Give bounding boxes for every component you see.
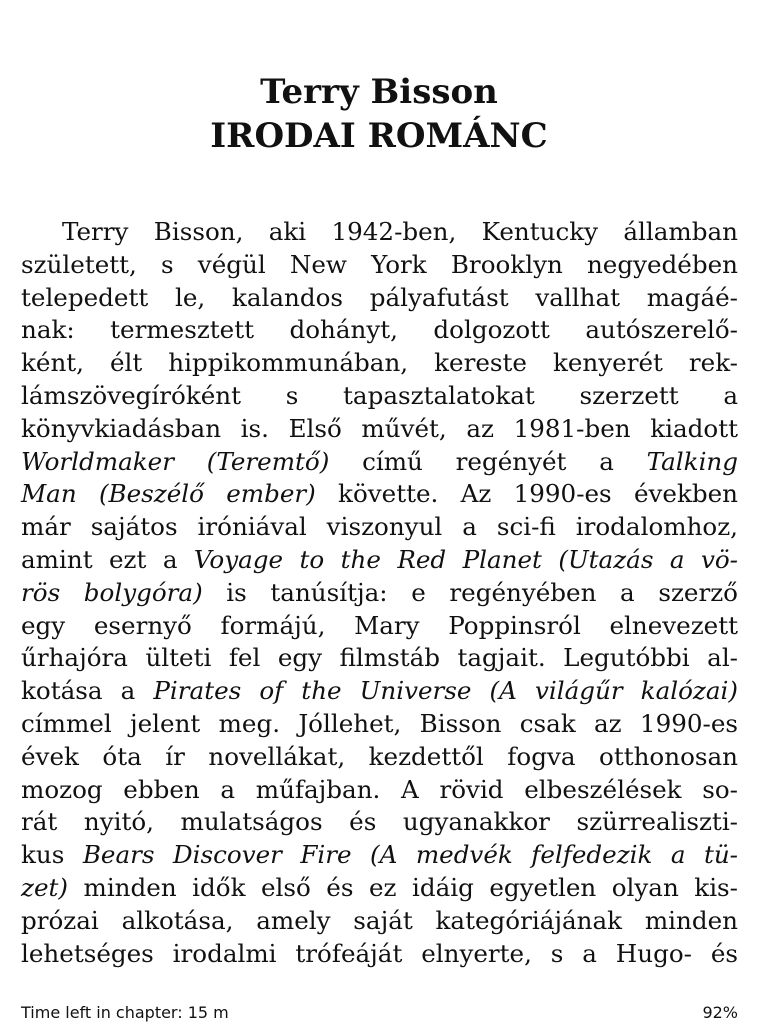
text-run: évek óta ír novellákat, kezdettől fogva otthonosan [21, 741, 738, 771]
text-run: lámszövegíróként s tapasztalatokat szerzett a [21, 380, 738, 410]
text-run: telepedett le, kalandos pályafutást vallhat magáé- [21, 282, 738, 312]
text-line [21, 708, 738, 741]
italic-title-text: rös bolygóra) [21, 577, 203, 607]
text-run: született, s végül New York Brooklyn negyedében [21, 249, 738, 279]
chapter-heading [0, 70, 758, 158]
text-line [21, 478, 738, 511]
text-line [21, 642, 738, 675]
text-line [21, 511, 738, 544]
text-run: amint ezt a [21, 544, 194, 574]
italic-title-text: Pirates of the Universe (A világűr kalózai) [153, 676, 738, 706]
text-run: nak: termesztett dohányt, dolgozott autószerelő- [21, 315, 738, 345]
text-line [21, 774, 738, 807]
author-name: Terry Bisson [260, 72, 498, 112]
text-run: is tanúsítja: e regényében a szerző [202, 577, 738, 607]
italic-title-text: Voyage to the Red Planet (Utazás a vö- [193, 544, 738, 574]
text-run: követte. Az 1990-es években [315, 479, 738, 509]
text-run: ként, élt hippikommunában, kereste kenyerét rek- [21, 348, 738, 378]
text-run: lehetséges irodalmi trófeáját elnyerte, s a Hugo- és [21, 938, 738, 968]
text-run: egy esernyő formájú, Mary Poppinsról elnevezett [21, 610, 738, 640]
text-line [21, 314, 738, 347]
reading-progress: 92% [702, 1003, 738, 1022]
text-line [21, 446, 738, 479]
time-left-in-chapter: Time left in chapter: 15 m [21, 1003, 229, 1022]
text-run: rát nyitó, mulatságos és ugyanakkor szürrealiszti- [21, 807, 738, 837]
text-line [21, 347, 738, 380]
text-line [21, 839, 738, 872]
text-run: könyvkiadásban is. Első művét, az 1981-ben kiadott [21, 413, 738, 443]
italic-title-text: zet) [21, 872, 68, 902]
italic-title-text: Talking [646, 446, 739, 476]
text-line [21, 577, 738, 610]
text-line [21, 675, 738, 708]
text-line [21, 905, 738, 938]
text-run: Terry Bisson, aki 1942-ben, Kentucky államban [62, 217, 738, 246]
reader-footer [21, 1002, 738, 1024]
text-line [21, 938, 738, 971]
text-run: címmel jelent meg. Jóllehet, Bisson csak az 1990-es [21, 708, 738, 738]
text-run: kotása a [21, 676, 154, 706]
italic-title-text: Worldmaker (Teremtő) [21, 446, 330, 476]
text-run: már sajátos iróniával viszonyul a sci-fi irodalomhoz, [21, 512, 738, 542]
text-line [21, 249, 738, 282]
text-line [21, 806, 738, 839]
italic-title-text: Man (Beszélő ember) [21, 479, 316, 509]
text-run: mozog ebben a műfajban. A rövid elbeszélések so- [21, 774, 738, 804]
text-run: űrhajóra ülteti fel egy filmstáb tagjait. Legutóbbi al- [21, 643, 738, 673]
text-line [21, 413, 738, 446]
text-run: minden idők első és ez idáig egyetlen olyan kis- [68, 872, 738, 902]
text-line [21, 544, 738, 577]
text-line [21, 380, 738, 413]
text-line [21, 282, 738, 315]
italic-title-text: Bears Discover Fire (A medvék felfedezik a tü- [82, 840, 738, 870]
chapter-title: IRODAI ROMÁNC [210, 116, 548, 156]
body-paragraph [21, 216, 738, 970]
text-line [21, 610, 738, 643]
text-run: prózai alkotása, amely saját kategóriájának minden [21, 905, 738, 935]
text-run: című regényét a [329, 446, 647, 476]
text-line [21, 741, 738, 774]
text-run: kus [21, 840, 83, 870]
text-line [21, 216, 738, 249]
text-line [21, 872, 738, 905]
